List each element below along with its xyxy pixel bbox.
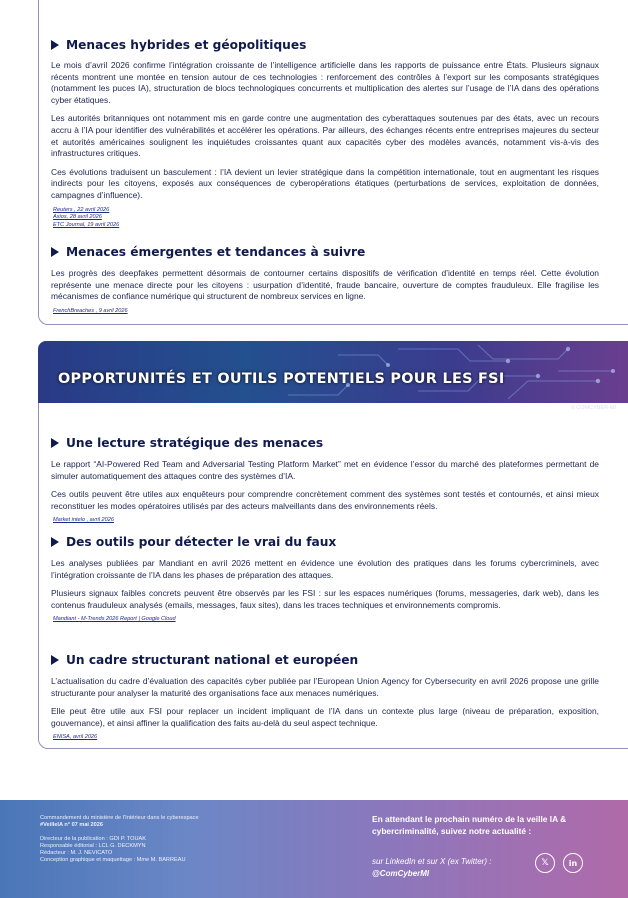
section-title: Menaces émergentes et tendances à suivre [66,245,366,259]
section-banner [38,341,628,403]
detection-tools-section [38,535,618,624]
play-arrow-icon [51,655,59,665]
linkedin-icon[interactable]: in [563,853,583,873]
play-arrow-icon [51,40,59,50]
section-title: Une lecture stratégique des menaces [66,436,324,450]
footer-line: Rédacteur : M. J. NEVICATO [40,850,113,856]
footer-line: Conception graphique et maquettage : Mme M. BARREAU [40,857,186,863]
paragraph: Ces outils peuvent être utiles aux enquêteurs pour comprendre concrètement comment des systèmes sont testés et contournés, et ainsi mieux reconstituer les modes opératoires utilisés par des acteurs malveillants dans des environnements réels. [51,489,599,511]
source-list [38,517,618,525]
footer-line: Commandement du ministère de l’Intérieur dans le cyberespace [40,815,199,821]
source-list [38,207,618,230]
footer-line: Responsable éditorial : LCL G. DECKMYN [40,843,146,849]
play-arrow-icon [51,537,59,547]
play-arrow-icon [51,247,59,257]
section-title: Menaces hybrides et géopolitiques [66,38,307,52]
banner-copyright: © COMCYBER-MI [570,405,616,411]
paragraph: Plusieurs signaux faibles concrets peuvent être observés par les FSI : sur les espaces numériques (forums, messageries, dark web), dans les contenus frauduleux analysés (emails, messages, faux sites), dans les traces techniques et environnements compromis. [51,588,599,610]
source-link[interactable]: Market intelo , avril 2026 [53,517,114,524]
footer-cta-sub [372,856,491,880]
paragraph: L’actualisation du cadre d’évaluation des capacités cyber publiée par l’European Union Agency for Cybersecurity en avril 2026 propose une grille structurante pour analyser la maturité des organisations face aux menaces numériques. [51,676,599,698]
source-link[interactable]: FrenchBreaches , 9 avril 2026 [53,307,128,314]
source-list [38,308,618,316]
section-title: Un cadre structurant national et européen [66,653,359,667]
footer-handle[interactable]: @ComCyberMI [372,869,430,878]
section-heading [51,653,618,667]
section-title: Des outils pour détecter le vrai du faux [66,535,337,549]
footer-credits [40,815,199,864]
paragraph: Le rapport “AI-Powered Red Team and Adversarial Testing Platform Market” met en évidence l’essor du marché des plateformes permettant de simuler automatiquement des attaques contre des systèmes d’IA. [51,459,599,481]
footer-spacer [40,829,199,836]
paragraph: Les progrès des deepfakes permettent désormais de contourner certains dispositifs de vérification d’identité en temps réel. Cette évolution représente une menace directe pour les citoyens : usurpation d’identité, fraude bancaire, ouverture de comptes frauduleux. Elle fragilise les mécanismes de confiance numérique qui structurent de nombreux services en ligne. [51,268,599,302]
source-link[interactable]: ETC Journal, 19 avril 2026 [53,221,120,228]
play-arrow-icon [51,438,59,448]
banner-title: OPPORTUNITÉS ET OUTILS POTENTIELS POUR LES FSI [58,371,505,387]
emerging-threats-section [38,245,618,315]
strategic-reading-section [38,436,618,525]
section-heading [51,245,618,259]
section-heading [51,38,618,52]
section-heading [51,436,618,450]
paragraph: Les autorités britanniques ont notamment mis en garde contre une augmentation des cyberattaques soutenues par des états, avec un recours accru à l’IA pour identifier des vulnérabilités et accélérer les opérations. Par ailleurs, des échanges récents entre entreprises majeures du secteur et autorités américaines soulignent les inquiétudes croissantes quant aux capacités cyber des modèles avancés, notamment vis-à-vis des infrastructures critiques. [51,113,599,159]
framework-section [38,653,618,742]
source-link[interactable]: ENISA, avril 2026 [53,734,98,741]
footer-line: Directeur de la publication : GDI P. TOUAK [40,836,147,842]
source-link[interactable]: Reuters , 22 avril 2026 [53,206,110,213]
source-link[interactable]: Axios, 28 avril 2026 [53,214,102,221]
x-icon[interactable]: 𝕏 [535,853,555,873]
footer-issue: #VeilleIA n° 07 mai 2026 [40,822,103,828]
footer-cta-line: sur LinkedIn et sur X (ex Twitter) : [372,857,492,866]
footer-cta-title: En attendant le prochain numéro de la veille IA & cybercriminalité, suivez notre actualité : [372,814,567,836]
paragraph: Les analyses publiées par Mandiant en avril 2026 mettent en évidence une évolution des pratiques dans les forums cybercriminels, avec l’intégration croissante de l’IA dans les phases de préparation des attaques. [51,558,599,580]
source-list [38,616,618,624]
source-link[interactable]: Mandiant - M-Trends 2026 Report | Google Cloud [53,616,176,623]
paragraph: Ces évolutions traduisent un basculement : l’IA devient un levier stratégique dans la compétition internationale, tout en augmentant les risques indirects pour les citoyens, exposés aux conséquences de cyberopérations étatiques (perturbations de services, exploitation de données, campagnes d’influence). [51,166,599,200]
paragraph: Elle peut être utile aux FSI pour replacer un incident impliquant de l’IA dans un contexte plus large (niveau de préparation, exposition, gouvernance), et ainsi affiner la qualification des faits au-delà du seul aspect technique. [51,706,599,728]
section-heading [51,535,618,549]
source-list [38,734,618,742]
paragraph: Le mois d’avril 2026 confirme l’intégration croissante de l’intelligence artificielle dans les rapports de puissance entre États. Plusieurs signaux récents montrent une montée en tension autour de ces technologies : renforcement des contrôles à l’export sur les composants stratégiques (notamment les puces IA), structuration de blocs technologiques concurrents et multiplication des alertes sur l’usage de l’IA dans des opérations cyber étatiques. [51,60,599,105]
hybrid-threats-section [38,38,618,229]
